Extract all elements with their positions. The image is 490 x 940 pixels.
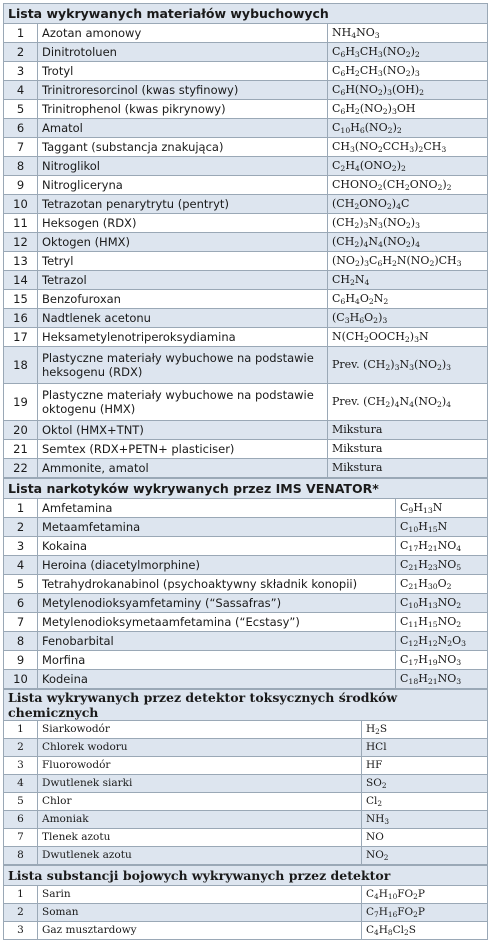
row-number: 5 bbox=[4, 575, 38, 594]
substance-name: Siarkowodór bbox=[38, 721, 362, 739]
table-row bbox=[4, 775, 488, 793]
table-row bbox=[4, 62, 488, 81]
table-row bbox=[4, 24, 488, 43]
chemical-formula: $C_{11}H_{15}NO_2$ bbox=[396, 613, 488, 632]
chemical-formula: Mikstura bbox=[328, 440, 488, 459]
chemical-formula: $(CH_2)_3N_3(NO_2)_3$ bbox=[328, 214, 488, 233]
table-row bbox=[4, 886, 488, 904]
substance-name: Amatol bbox=[38, 119, 328, 138]
row-number: 3 bbox=[4, 537, 38, 556]
row-number: 2 bbox=[4, 43, 38, 62]
row-number: 1 bbox=[4, 499, 38, 518]
table-row bbox=[4, 922, 488, 940]
substance-name: Nadtlenek acetonu bbox=[38, 309, 328, 328]
table-row bbox=[4, 670, 488, 689]
substance-name: Plastyczne materiały wybuchowe na podstawie oktogenu (HMX) bbox=[38, 384, 328, 421]
row-number: 9 bbox=[4, 176, 38, 195]
chemical-formula: Mikstura bbox=[328, 459, 488, 478]
table-row bbox=[4, 271, 488, 290]
table-row bbox=[4, 138, 488, 157]
table-row bbox=[4, 81, 488, 100]
substance-name: Benzofuroxan bbox=[38, 290, 328, 309]
substance-name: Heksogen (RDX) bbox=[38, 214, 328, 233]
table-row bbox=[4, 421, 488, 440]
chemical-formula: $C_7H_{16}FO_2P$ bbox=[362, 904, 488, 922]
table-row bbox=[4, 613, 488, 632]
row-number: 6 bbox=[4, 119, 38, 138]
row-number: 2 bbox=[4, 739, 38, 757]
row-number: 9 bbox=[4, 651, 38, 670]
chemical-formula: $C_6H_2(NO_2)_3OH$ bbox=[328, 100, 488, 119]
substance-name: Heksametylenotriperoksydiamina bbox=[38, 328, 328, 347]
substance-name: Metylenodioksymetaamfetamina (“Ecstasy”) bbox=[38, 613, 396, 632]
substance-name: Dinitrotoluen bbox=[38, 43, 328, 62]
chemical-formula: $N(CH_2OOCH_2)_3N$ bbox=[328, 328, 488, 347]
explosives-table bbox=[3, 3, 488, 478]
chemical-formula: $NH_3$ bbox=[362, 811, 488, 829]
row-number: 12 bbox=[4, 233, 38, 252]
row-number: 5 bbox=[4, 793, 38, 811]
row-number: 21 bbox=[4, 440, 38, 459]
substance-name: Dwutlenek azotu bbox=[38, 847, 362, 865]
chemical-formula: $NH_4NO_3$ bbox=[328, 24, 488, 43]
substance-name: Trotyl bbox=[38, 62, 328, 81]
row-number: 8 bbox=[4, 157, 38, 176]
chemical-formula: $C_4H_{10}FO_2P$ bbox=[362, 886, 488, 904]
substance-name: Plastyczne materiały wybuchowe na podstawie heksogenu (RDX) bbox=[38, 347, 328, 384]
row-number: 7 bbox=[4, 138, 38, 157]
chemical-formula: $C_6H_4O_2N_2$ bbox=[328, 290, 488, 309]
chemical-formula: Mikstura bbox=[328, 421, 488, 440]
table-row bbox=[4, 575, 488, 594]
chemical-formula: Prev. $(CH_2)_3N_3(NO_2)_3$ bbox=[328, 347, 488, 384]
table-row bbox=[4, 440, 488, 459]
chemical-formula: $C_{18}H_{21}NO_3$ bbox=[396, 670, 488, 689]
row-number: 10 bbox=[4, 195, 38, 214]
table-row bbox=[4, 757, 488, 775]
row-number: 8 bbox=[4, 632, 38, 651]
table-row bbox=[4, 328, 488, 347]
row-number: 7 bbox=[4, 829, 38, 847]
table-row bbox=[4, 347, 488, 384]
row-number: 19 bbox=[4, 384, 38, 421]
table-row bbox=[4, 847, 488, 865]
substance-name: Metaamfetamina bbox=[38, 518, 396, 537]
substance-name: Chlorek wodoru bbox=[38, 739, 362, 757]
row-number: 13 bbox=[4, 252, 38, 271]
chemical-formula: $C_6H_3CH_3(NO_2)_2$ bbox=[328, 43, 488, 62]
chemical-formula: $C_6H_2CH_3(NO_2)_3$ bbox=[328, 62, 488, 81]
section-title-explosives: Lista wykrywanych materiałów wybuchowych bbox=[4, 4, 488, 24]
table-row bbox=[4, 195, 488, 214]
table-row bbox=[4, 157, 488, 176]
chemical-formula: $C_6H(NO_2)_3(OH)_2$ bbox=[328, 81, 488, 100]
chemical-formula: $CH_3(NO_2CCH_3)_2CH_3$ bbox=[328, 138, 488, 157]
substance-name: Fenobarbital bbox=[38, 632, 396, 651]
substance-name: Gaz musztardowy bbox=[38, 922, 362, 940]
table-row bbox=[4, 176, 488, 195]
row-number: 8 bbox=[4, 847, 38, 865]
substance-name: Trinitroresorcinol (kwas styfinowy) bbox=[38, 81, 328, 100]
table-row bbox=[4, 793, 488, 811]
chemical-formula: $C_{21}H_{23}NO_5$ bbox=[396, 556, 488, 575]
substance-name: Tetrazotan penarytrytu (pentryt) bbox=[38, 195, 328, 214]
substance-name: Amfetamina bbox=[38, 499, 396, 518]
row-number: 18 bbox=[4, 347, 38, 384]
row-number: 22 bbox=[4, 459, 38, 478]
substance-name: Oktol (HMX+TNT) bbox=[38, 421, 328, 440]
row-number: 4 bbox=[4, 81, 38, 100]
table-row bbox=[4, 632, 488, 651]
row-number: 5 bbox=[4, 100, 38, 119]
substance-name: Kokaina bbox=[38, 537, 396, 556]
toxic-chemicals-table bbox=[3, 689, 488, 865]
table-row bbox=[4, 537, 488, 556]
substance-name: Tetryl bbox=[38, 252, 328, 271]
chemical-formula: $NO_2$ bbox=[362, 847, 488, 865]
chemical-formula: HF bbox=[362, 757, 488, 775]
narcotics-table bbox=[3, 478, 488, 689]
substance-name: Nitroglikol bbox=[38, 157, 328, 176]
chemical-formula: $Cl_2$ bbox=[362, 793, 488, 811]
section-title-toxic-chemicals: Lista wykrywanych przez detektor toksycznych środków chemicznych bbox=[4, 690, 488, 721]
substance-name: Taggant (substancja znakująca) bbox=[38, 138, 328, 157]
substance-name: Kodeina bbox=[38, 670, 396, 689]
chemical-formula: $C_{10}H_{15}N$ bbox=[396, 518, 488, 537]
row-number: 6 bbox=[4, 594, 38, 613]
table-row bbox=[4, 100, 488, 119]
chemical-formula: $(CH_2)_4N_4(NO_2)_4$ bbox=[328, 233, 488, 252]
row-number: 4 bbox=[4, 775, 38, 793]
row-number: 1 bbox=[4, 721, 38, 739]
substance-name: Tetrahydrokanabinol (psychoaktywny składnik konopii) bbox=[38, 575, 396, 594]
row-number: 1 bbox=[4, 886, 38, 904]
table-row bbox=[4, 811, 488, 829]
table-row bbox=[4, 739, 488, 757]
table-row bbox=[4, 252, 488, 271]
chemical-formula: $C_9H_{13}N$ bbox=[396, 499, 488, 518]
substance-name: Heroina (diacetylmorphine) bbox=[38, 556, 396, 575]
chemical-formula: $CH_2N_4$ bbox=[328, 271, 488, 290]
chemical-formula: Prev. $(CH_2)_4N_4(NO_2)_4$ bbox=[328, 384, 488, 421]
table-row bbox=[4, 290, 488, 309]
table-row bbox=[4, 499, 488, 518]
substance-name: Semtex (RDX+PETN+ plasticiser) bbox=[38, 440, 328, 459]
chemical-formula: $C_{17}H_{21}NO_4$ bbox=[396, 537, 488, 556]
substance-name: Tetrazol bbox=[38, 271, 328, 290]
substance-name: Fluorowodór bbox=[38, 757, 362, 775]
chemical-formula: $C_{12}H_{12}N_2O_3$ bbox=[396, 632, 488, 651]
table-row bbox=[4, 904, 488, 922]
row-number: 17 bbox=[4, 328, 38, 347]
table-row bbox=[4, 119, 488, 138]
chemical-formula: HCl bbox=[362, 739, 488, 757]
chemical-formula: $SO_2$ bbox=[362, 775, 488, 793]
table-row bbox=[4, 594, 488, 613]
chemical-formula: $C_{10}H_6(NO_2)_2$ bbox=[328, 119, 488, 138]
document bbox=[3, 3, 487, 940]
chemical-formula: $C_4H_8Cl_2S$ bbox=[362, 922, 488, 940]
chemical-formula: $C_{10}H_{13}NO_2$ bbox=[396, 594, 488, 613]
table-row bbox=[4, 233, 488, 252]
chemical-formula: $(C_3H_6O_2)_3$ bbox=[328, 309, 488, 328]
row-number: 15 bbox=[4, 290, 38, 309]
chemical-formula: $C_{17}H_{19}NO_3$ bbox=[396, 651, 488, 670]
table-row bbox=[4, 309, 488, 328]
row-number: 3 bbox=[4, 757, 38, 775]
row-number: 7 bbox=[4, 613, 38, 632]
substance-name: Tlenek azotu bbox=[38, 829, 362, 847]
row-number: 6 bbox=[4, 811, 38, 829]
substance-name: Oktogen (HMX) bbox=[38, 233, 328, 252]
table-row bbox=[4, 651, 488, 670]
table-row bbox=[4, 384, 488, 421]
row-number: 11 bbox=[4, 214, 38, 233]
chemical-formula: $(NO_2)_3C_6H_2N(NO_2)CH_3$ bbox=[328, 252, 488, 271]
table-row bbox=[4, 518, 488, 537]
chemical-formula: $C_{21}H_{30}O_2$ bbox=[396, 575, 488, 594]
table-row bbox=[4, 43, 488, 62]
row-number: 16 bbox=[4, 309, 38, 328]
substance-name: Ammonite, amatol bbox=[38, 459, 328, 478]
table-row bbox=[4, 214, 488, 233]
row-number: 2 bbox=[4, 518, 38, 537]
substance-name: Dwutlenek siarki bbox=[38, 775, 362, 793]
chemical-formula: $C_2H_4(ONO_2)_2$ bbox=[328, 157, 488, 176]
warfare-agents-table bbox=[3, 865, 488, 940]
substance-name: Sarin bbox=[38, 886, 362, 904]
table-row bbox=[4, 459, 488, 478]
table-row bbox=[4, 721, 488, 739]
chemical-formula: $H_2S$ bbox=[362, 721, 488, 739]
substance-name: Nitrogliceryna bbox=[38, 176, 328, 195]
row-number: 20 bbox=[4, 421, 38, 440]
section-title-narcotics: Lista narkotyków wykrywanych przez IMS VENATOR* bbox=[4, 479, 488, 499]
row-number: 3 bbox=[4, 62, 38, 81]
row-number: 4 bbox=[4, 556, 38, 575]
table-row bbox=[4, 556, 488, 575]
table-row bbox=[4, 829, 488, 847]
row-number: 14 bbox=[4, 271, 38, 290]
row-number: 3 bbox=[4, 922, 38, 940]
row-number: 10 bbox=[4, 670, 38, 689]
substance-name: Morfina bbox=[38, 651, 396, 670]
chemical-formula: $(CH_2ONO_2)_4C$ bbox=[328, 195, 488, 214]
substance-name: Trinitrophenol (kwas pikrynowy) bbox=[38, 100, 328, 119]
substance-name: Amoniak bbox=[38, 811, 362, 829]
row-number: 2 bbox=[4, 904, 38, 922]
chemical-formula: NO bbox=[362, 829, 488, 847]
substance-name: Soman bbox=[38, 904, 362, 922]
row-number: 1 bbox=[4, 24, 38, 43]
substance-name: Azotan amonowy bbox=[38, 24, 328, 43]
substance-name: Metylenodioksyamfetaminy (“Sassafras”) bbox=[38, 594, 396, 613]
section-title-warfare-agents: Lista substancji bojowych wykrywanych przez detektor bbox=[4, 866, 488, 886]
chemical-formula: $CHONO_2(CH_2ONO_2)_2$ bbox=[328, 176, 488, 195]
substance-name: Chlor bbox=[38, 793, 362, 811]
